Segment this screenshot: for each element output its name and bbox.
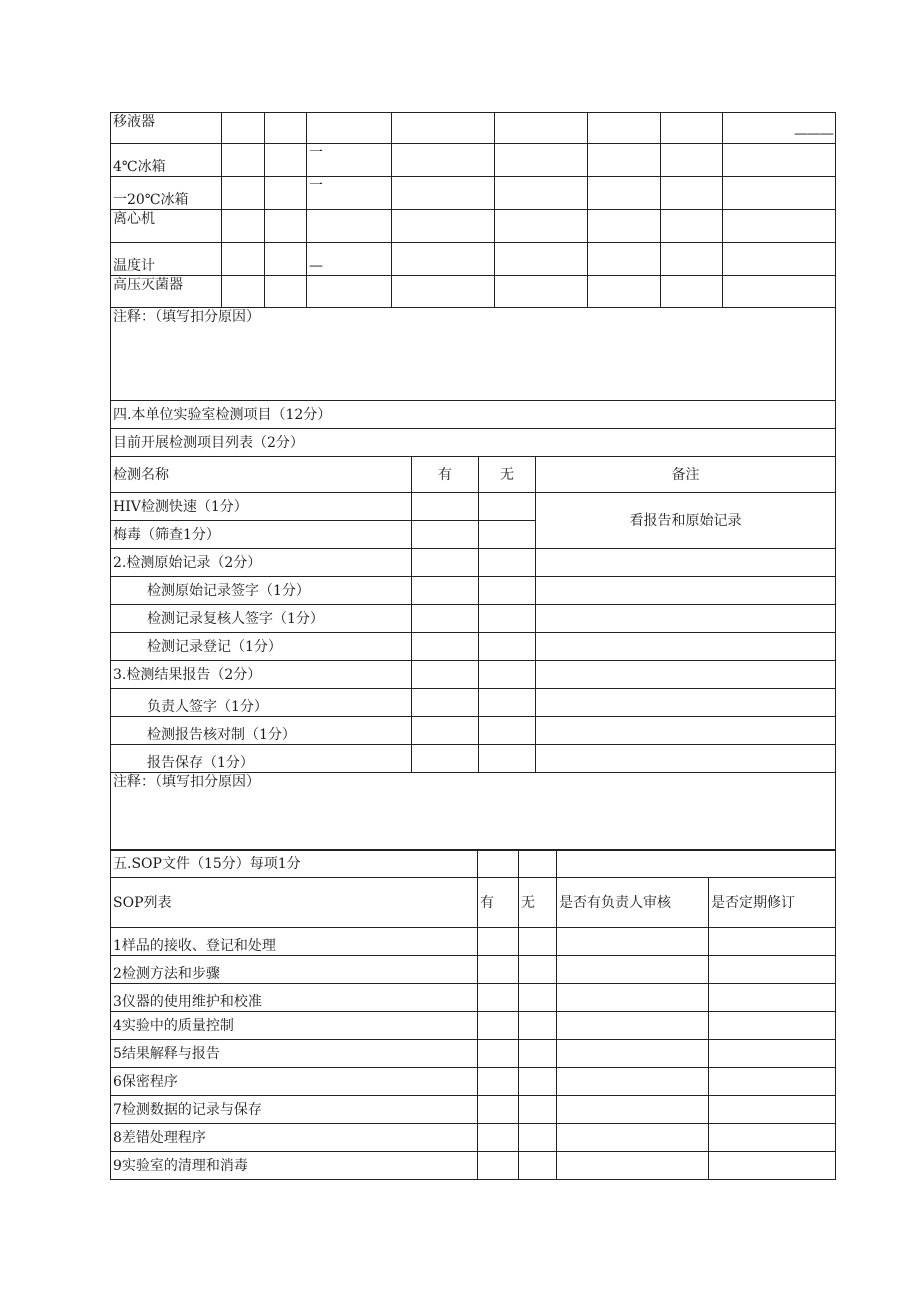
equipment-name: 一20℃冰箱	[111, 177, 222, 210]
merged-remark[interactable]: 看报告和原始记录	[536, 493, 836, 549]
table-row	[111, 928, 836, 956]
equipment-row-autoclave	[111, 276, 836, 308]
has-cell[interactable]	[412, 689, 479, 717]
equipment-mark[interactable]: 一	[307, 177, 392, 210]
section5-table	[110, 849, 835, 1180]
section5-title: 五.SOP文件（15分）每项1分	[111, 850, 478, 878]
equipment-row-centrifuge	[111, 210, 836, 243]
table-row	[111, 493, 836, 521]
equipment-rows	[111, 113, 836, 401]
row-label: 检测报告核对制（1分）	[111, 717, 412, 745]
section5-title-row	[111, 850, 836, 878]
has-cell[interactable]	[412, 633, 479, 661]
table-row	[111, 549, 836, 577]
row-label: 检测记录登记（1分）	[111, 633, 412, 661]
equipment-mark[interactable]: —	[307, 243, 392, 276]
has-cell[interactable]	[412, 549, 479, 577]
table-row	[111, 633, 836, 661]
table-row	[111, 984, 836, 1012]
header-none: 无	[479, 457, 536, 493]
none-cell[interactable]	[479, 745, 536, 773]
has-cell[interactable]	[412, 521, 479, 549]
row-label: 检测原始记录签字（1分）	[111, 577, 412, 605]
remark-cell[interactable]	[536, 745, 836, 773]
equipment-row-fridge-4	[111, 144, 836, 177]
row-label: 检测记录复核人签字（1分）	[111, 605, 412, 633]
table-row	[111, 661, 836, 689]
section5-header-row	[111, 878, 836, 928]
equipment-name: 温度计	[111, 243, 222, 276]
equipment-name: 高压灭菌器	[111, 276, 222, 308]
none-cell[interactable]	[479, 521, 536, 549]
sop-item: 9实验室的清理和消毒	[111, 1152, 478, 1180]
remark-cell[interactable]	[536, 689, 836, 717]
equipment-note[interactable]: 注释：（填写扣分原因）	[111, 308, 836, 401]
equipment-name: 移液器	[111, 113, 222, 144]
none-cell[interactable]	[479, 493, 536, 521]
equipment-mark[interactable]: 一	[307, 144, 392, 177]
sop-item: 2检测方法和步骤	[111, 956, 478, 984]
section4-title: 四.本单位实验室检测项目（12分）	[111, 401, 836, 429]
table-row	[111, 1124, 836, 1152]
header-remark: 备注	[536, 457, 836, 493]
table-row	[111, 689, 836, 717]
sop-item: 1样品的接收、登记和处理	[111, 928, 478, 956]
equipment-note-row	[111, 308, 836, 401]
equipment-trail-mark[interactable]: ———	[723, 113, 836, 144]
row-label: 3.检测结果报告（2分）	[111, 661, 412, 689]
table-row	[111, 1068, 836, 1096]
equipment-name: 离心机	[111, 210, 222, 243]
none-cell[interactable]	[479, 633, 536, 661]
remark-cell[interactable]	[536, 717, 836, 745]
none-cell[interactable]	[479, 577, 536, 605]
has-cell[interactable]	[412, 661, 479, 689]
row-label: 梅毒（筛查1分）	[111, 521, 412, 549]
header-has: 有	[478, 878, 519, 928]
header-revised: 是否定期修订	[709, 878, 836, 928]
section4-table	[110, 400, 835, 851]
table-row	[111, 1152, 836, 1180]
section4-header-row	[111, 457, 836, 493]
table-row	[111, 956, 836, 984]
header-has: 有	[412, 457, 479, 493]
has-cell[interactable]	[412, 745, 479, 773]
none-cell[interactable]	[479, 549, 536, 577]
equipment-table	[110, 112, 835, 401]
header-none: 无	[519, 878, 557, 928]
section4-subtitle: 目前开展检测项目列表（2分）	[111, 429, 836, 457]
row-label: 2.检测原始记录（2分）	[111, 549, 412, 577]
section4-note-row	[111, 773, 836, 851]
none-cell[interactable]	[479, 717, 536, 745]
equipment-mark[interactable]	[307, 276, 392, 308]
sop-item: 5结果解释与报告	[111, 1040, 478, 1068]
table-row	[111, 717, 836, 745]
row-label: HIV检测快速（1分）	[111, 493, 412, 521]
table-row	[111, 1096, 836, 1124]
equipment-name: 4℃冰箱	[111, 144, 222, 177]
sop-item: 6保密程序	[111, 1068, 478, 1096]
remark-cell[interactable]	[536, 633, 836, 661]
equipment-row-thermometer	[111, 243, 836, 276]
header-sop-list: SOP列表	[111, 878, 478, 928]
none-cell[interactable]	[479, 661, 536, 689]
remark-cell[interactable]	[536, 577, 836, 605]
equipment-mark[interactable]	[307, 210, 392, 243]
table-row	[111, 577, 836, 605]
sop-item: 7检测数据的记录与保存	[111, 1096, 478, 1124]
equipment-row-freezer-20	[111, 177, 836, 210]
row-label: 负责人签字（1分）	[111, 689, 412, 717]
none-cell[interactable]	[479, 689, 536, 717]
sop-item: 8差错处理程序	[111, 1124, 478, 1152]
has-cell[interactable]	[412, 717, 479, 745]
sop-item: 3仪器的使用维护和校准	[111, 984, 478, 1012]
remark-cell[interactable]	[536, 549, 836, 577]
has-cell[interactable]	[412, 493, 479, 521]
has-cell[interactable]	[412, 605, 479, 633]
remark-cell[interactable]	[536, 605, 836, 633]
table-row	[111, 605, 836, 633]
equipment-mark[interactable]	[307, 113, 392, 144]
equipment-row-pipette	[111, 113, 836, 144]
remark-cell[interactable]	[536, 661, 836, 689]
has-cell[interactable]	[412, 577, 479, 605]
table-row	[111, 1040, 836, 1068]
header-reviewed: 是否有负责人审核	[557, 878, 709, 928]
table-row	[111, 1012, 836, 1040]
sop-item: 4实验中的质量控制	[111, 1012, 478, 1040]
header-test-name: 检测名称	[111, 457, 412, 493]
none-cell[interactable]	[479, 605, 536, 633]
section4-note[interactable]: 注释：（填写扣分原因）	[111, 773, 836, 851]
table-row	[111, 745, 836, 773]
row-label: 报告保存（1分）	[111, 745, 412, 773]
